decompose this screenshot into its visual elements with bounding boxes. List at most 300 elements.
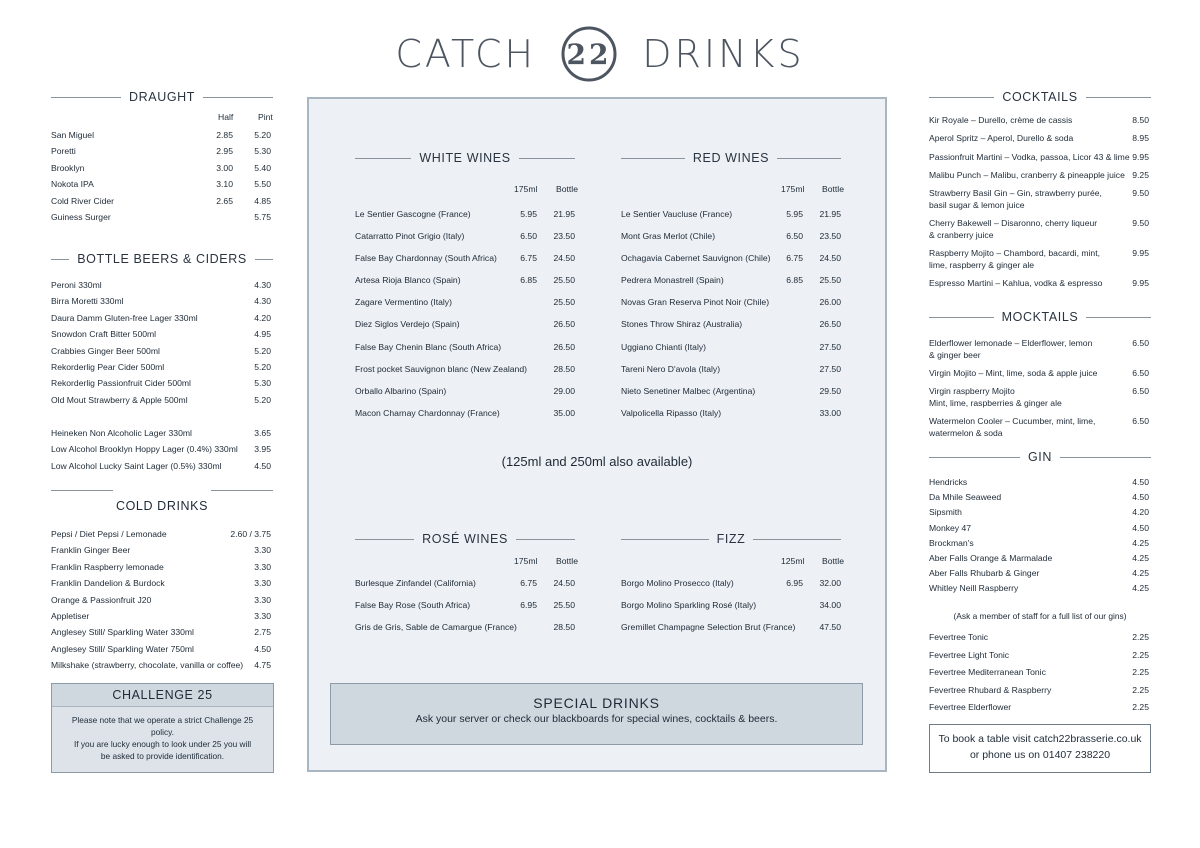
menu-row (51, 375, 273, 391)
menu-row (929, 384, 1151, 414)
bottles-header (51, 252, 273, 266)
challenge25-line: Please note that we operate a strict Challenge 25 policy. (71, 715, 254, 737)
item-name: Nokota IPA (51, 179, 94, 190)
menu-row (929, 216, 1151, 246)
menu-row (51, 608, 273, 624)
red-title: RED WINES (692, 151, 770, 165)
menu-row (51, 641, 273, 657)
item-name: Rekorderlig Pear Cider 500ml (51, 361, 165, 372)
item-description (929, 338, 1092, 361)
item-name: Uggiano Chianti (Italy) (621, 341, 707, 352)
bottles-title: BOTTLE BEERS & CIDERS (77, 252, 247, 266)
rose-col-175: 175ml (514, 556, 538, 566)
menu-row (51, 143, 273, 159)
item-price-large: 28.50 (553, 363, 575, 374)
challenge25-line: be asked to provide identification. (100, 751, 225, 761)
item-name: Gremillet Champagne Selection Brut (France) (621, 622, 796, 633)
item-price-large: 25.50 (553, 600, 575, 611)
tonic-list (929, 629, 1151, 717)
item-price-small: 5.95 (520, 209, 537, 219)
menu-row (929, 336, 1151, 366)
item-name: Catarratto Pinot Grigio (Italy) (355, 231, 465, 242)
menu-row (51, 160, 273, 176)
item-name: Nieto Senetiner Malbec (Argentina) (621, 385, 756, 396)
menu-row (929, 131, 1151, 149)
menu-row (621, 572, 843, 594)
item-name: San Miguel (51, 130, 94, 140)
item-name: Virgin raspberry Mojito (929, 386, 1015, 397)
item-description (929, 248, 1100, 271)
item-name: Frost pocket Sauvignon blanc (New Zealand) (355, 363, 527, 374)
booking-line: To book a table visit catch22brasserie.co.uk (938, 733, 1142, 745)
item-price-large: 26.50 (553, 341, 575, 352)
item-name: Franklin Ginger Beer (51, 545, 131, 556)
item-price-large: 4.85 (254, 195, 271, 206)
item-name: Espresso Martini – Kahlua, vodka & espresso (929, 278, 1103, 289)
item-price-large: 27.50 (819, 341, 841, 352)
menu-row (621, 616, 843, 638)
white-header (355, 151, 575, 165)
item-name: Elderflower lemonade – Elderflower, lemon (929, 338, 1093, 348)
draught-col-half: Half (218, 112, 234, 122)
item-description (929, 416, 1095, 439)
menu-row (929, 366, 1151, 384)
item-price-large: 24.50 (819, 253, 841, 264)
item-name: Borgo Molino Sparkling Rosé (Italy) (621, 600, 757, 611)
item-name: Franklin Dandelion & Burdock (51, 578, 165, 589)
item-description (929, 170, 1125, 182)
item-price-small: 5.95 (786, 209, 803, 219)
menu-row (355, 313, 577, 335)
menu-row (621, 358, 843, 380)
gin-title: GIN (1027, 450, 1053, 464)
item-price-large: 34.00 (819, 600, 841, 611)
item-price-small: 2.65 (216, 195, 233, 206)
item-price-large: 23.50 (553, 231, 575, 242)
item-price: 3.30 (254, 561, 271, 572)
item-description (929, 386, 1062, 409)
menu-row (51, 542, 273, 558)
item-description (929, 278, 1102, 290)
menu-row (929, 414, 1151, 444)
item-price-large: 25.50 (553, 297, 575, 308)
menu-row (929, 699, 1151, 717)
menu-row (621, 291, 843, 313)
fizz-title: FIZZ (716, 532, 746, 546)
red-col-bottle: Bottle (822, 184, 844, 194)
item-price-small: 6.85 (520, 275, 537, 286)
item-price: 9.25 (1132, 169, 1149, 180)
draught-title: DRAUGHT (129, 90, 196, 104)
item-name: Diez Siglos Verdejo (Spain) (355, 319, 460, 330)
menu-row (51, 127, 273, 143)
menu-row (929, 629, 1151, 647)
item-name: Le Sentier Vaucluse (France) (621, 209, 733, 219)
item-price: 3.30 (254, 594, 271, 605)
item-name: Valpolicella Ripasso (Italy) (621, 407, 722, 418)
item-name: Monkey 47 (929, 522, 972, 533)
special-drinks-box (330, 683, 863, 745)
menu-row (355, 358, 577, 380)
item-price-large: 24.50 (553, 578, 575, 588)
menu-row (621, 247, 843, 269)
item-detail: basil sugar & lemon juice (929, 199, 1025, 210)
rose-col-bottle: Bottle (556, 556, 578, 566)
white-list (355, 203, 577, 424)
menu-row (51, 592, 273, 608)
item-price: 2.75 (254, 627, 271, 638)
menu-row (929, 246, 1151, 276)
item-name: Raspberry Mojito – Chambord, bacardi, mint, (929, 248, 1100, 259)
item-name: Fevertree Mediterranean Tonic (929, 667, 1046, 678)
item-price: 9.95 (1132, 248, 1149, 259)
item-description (929, 115, 1072, 127)
challenge25-title: CHALLENGE 25 (52, 684, 273, 707)
item-name: False Bay Rose (South Africa) (355, 600, 471, 611)
item-price-small: 6.75 (520, 578, 537, 588)
item-price: 6.50 (1132, 416, 1149, 427)
item-name: Borgo Molino Prosecco (Italy) (621, 578, 734, 588)
item-price-large: 23.50 (819, 231, 841, 242)
menu-row (929, 551, 1151, 566)
item-price: 5.30 (254, 378, 271, 389)
item-name: Anglesey Still/ Sparkling Water 330ml (51, 627, 194, 638)
booking-line: or phone us on 01407 238220 (969, 748, 1111, 761)
item-price: 8.50 (1132, 115, 1149, 125)
item-name: Da Mhile Seaweed (929, 492, 1002, 503)
item-price-small: 6.75 (786, 253, 803, 264)
item-description (929, 368, 1097, 380)
item-price-small: 6.85 (786, 275, 803, 286)
rose-header (355, 532, 575, 546)
white-col-175: 175ml (514, 184, 538, 194)
item-price: 2.25 (1132, 649, 1149, 660)
draught-header (51, 90, 273, 104)
item-name: Fevertree Elderflower (929, 702, 1012, 713)
menu-row (51, 326, 273, 342)
menu-row (355, 402, 577, 424)
item-name: Rekorderlig Passionfruit Cider 500ml (51, 378, 191, 389)
cocktails-title: COCKTAILS (1002, 90, 1078, 104)
wine-panel (307, 97, 887, 772)
item-price: 6.50 (1132, 386, 1149, 397)
menu-row (621, 594, 843, 616)
item-price-small: 6.50 (786, 231, 803, 242)
menu-row (621, 203, 843, 225)
item-price: 8.95 (1132, 133, 1149, 144)
item-name: Pepsi / Diet Pepsi / Lemonade (51, 529, 167, 539)
cocktails-list (929, 113, 1151, 294)
brand-logo (0, 26, 1200, 82)
cold-list (51, 526, 273, 674)
item-name: Kir Royale – Durello, crème de cassis (929, 115, 1073, 125)
menu-row (51, 425, 273, 441)
item-price-large: 32.00 (819, 578, 841, 588)
item-name: Ochagavia Cabernet Sauvignon (Chile) (621, 253, 771, 264)
item-name: Sipsmith (929, 507, 962, 518)
also-available-note: (125ml and 250ml also available) (501, 454, 693, 469)
item-name: Milkshake (strawberry, chocolate, vanilla or coffee) (51, 660, 244, 671)
item-name: Tareni Nero D'avola (Italy) (621, 363, 721, 374)
item-name: Mont Gras Merlot (Chile) (621, 231, 716, 242)
mocktails-header (929, 310, 1151, 324)
red-header (621, 151, 841, 165)
menu-row (51, 343, 273, 359)
item-price-large: 21.95 (819, 209, 841, 219)
menu-row (355, 269, 577, 291)
menu-row (929, 521, 1151, 536)
bottles-list (51, 277, 273, 408)
item-name: False Bay Chenin Blanc (South Africa) (355, 341, 502, 352)
item-name: Guiness Surger (51, 211, 111, 222)
gin-header (929, 450, 1151, 464)
item-price: 4.75 (254, 660, 271, 671)
item-price-large: 25.50 (553, 275, 575, 286)
item-price: 3.30 (254, 610, 271, 621)
item-price-small: 6.95 (520, 600, 537, 611)
fizz-list (621, 572, 843, 638)
item-name: Watermelon Cooler – Cucumber, mint, lime, (929, 416, 1096, 427)
menu-row (929, 566, 1151, 581)
menu-row (929, 276, 1151, 294)
item-price-small: 2.85 (216, 130, 233, 140)
item-price: 4.95 (254, 329, 271, 340)
item-price: 2.25 (1132, 667, 1149, 678)
item-detail: lime, raspberry & ginger ale (929, 259, 1035, 270)
item-detail: & cranberry juice (929, 229, 994, 240)
item-price-large: 26.00 (819, 297, 841, 308)
item-price-large: 24.50 (553, 253, 575, 264)
menu-row (51, 441, 273, 457)
item-name: Low Alcohol Brooklyn Hoppy Lager (0.4%) 330ml (51, 444, 238, 455)
low-alcohol-list (51, 425, 273, 474)
item-name: Novas Gran Reserva Pinot Noir (Chile) (621, 297, 770, 308)
cold-title: COLD DRINKS (115, 499, 209, 513)
item-price-large: 5.75 (254, 211, 271, 222)
seal-number: 22 (566, 38, 612, 71)
item-name: Artesa Rioja Blanco (Spain) (355, 275, 461, 286)
item-name: Cherry Bakewell – Disaronno, cherry liqueur (929, 218, 1098, 229)
menu-row (929, 536, 1151, 551)
menu-row (929, 647, 1151, 665)
item-price: 2.25 (1132, 702, 1149, 713)
item-price-small: 3.00 (216, 162, 233, 173)
cocktails-header (929, 90, 1151, 104)
item-name: Brooklyn (51, 162, 85, 173)
brand-left: CATCH (395, 32, 537, 76)
menu-row (621, 313, 843, 335)
item-name: Zagare Vermentino (Italy) (355, 297, 452, 308)
menu-row (51, 526, 273, 542)
item-price-small: 3.10 (216, 179, 233, 190)
item-description (929, 218, 1097, 241)
item-price: 5.20 (254, 345, 271, 356)
item-price: 4.20 (254, 312, 271, 323)
item-name: Fevertree Tonic (929, 632, 989, 642)
special-subtitle: Ask your server or check our blackboards for special wines, cocktails & beers. (415, 713, 778, 725)
item-price-large: 21.95 (553, 209, 575, 219)
item-name: Anglesey Still/ Sparkling Water 750ml (51, 643, 194, 654)
item-price: 4.20 (1132, 507, 1149, 518)
menu-row (355, 247, 577, 269)
item-price-large: 27.50 (819, 363, 841, 374)
menu-row (355, 336, 577, 358)
item-description (929, 133, 1073, 145)
menu-row (51, 176, 273, 192)
item-price: 6.50 (1132, 338, 1149, 348)
item-price: 6.50 (1132, 368, 1149, 378)
fizz-col-bottle: Bottle (822, 556, 844, 566)
menu-row (51, 277, 273, 293)
item-price: 9.95 (1132, 151, 1149, 162)
menu-row (929, 581, 1151, 596)
menu-row (355, 594, 577, 616)
menu-row (621, 402, 843, 424)
brand-right: DRINKS (642, 32, 805, 76)
menu-row (51, 310, 273, 326)
item-name: Burlesque Zinfandel (California) (355, 578, 476, 588)
item-price: 9.50 (1132, 188, 1149, 199)
menu-row (355, 291, 577, 313)
item-name: Aber Falls Orange & Marmalade (929, 552, 1053, 563)
menu-row (929, 475, 1151, 490)
item-name: Fevertree Light Tonic (929, 649, 1010, 660)
item-price: 4.50 (254, 643, 271, 654)
item-price-large: 47.50 (819, 622, 841, 633)
item-name: Aber Falls Rhubarb & Ginger (929, 568, 1040, 579)
item-price: 4.25 (1132, 568, 1149, 579)
item-price-large: 26.50 (553, 319, 575, 330)
item-price: 9.50 (1132, 218, 1149, 229)
menu-row (51, 458, 273, 474)
item-name: Franklin Raspberry lemonade (51, 561, 164, 572)
item-price: 2.60 / 3.75 (230, 529, 271, 539)
rose-list (355, 572, 577, 638)
menu-row (621, 225, 843, 247)
special-title: SPECIAL DRINKS (533, 695, 660, 711)
menu-row (929, 682, 1151, 700)
menu-row (621, 336, 843, 358)
item-price-large: 5.50 (254, 179, 271, 190)
menu-row (51, 559, 273, 575)
item-price: 5.20 (254, 394, 271, 405)
challenge25-line: If you are lucky enough to look under 25 you will (73, 739, 252, 749)
item-name: Heineken Non Alcoholic Lager 330ml (51, 428, 192, 438)
item-name: Peroni 330ml (51, 280, 102, 290)
item-name: Macon Charnay Chardonnay (France) (355, 407, 500, 418)
item-price-large: 35.00 (553, 407, 575, 418)
item-description (929, 188, 1102, 211)
item-price: 3.30 (254, 545, 271, 556)
item-name: Low Alcohol Lucky Saint Lager (0.5%) 330ml (51, 460, 222, 471)
menu-row (355, 225, 577, 247)
item-name: Crabbies Ginger Beer 500ml (51, 345, 160, 356)
item-price-small: 6.95 (786, 578, 803, 588)
item-price: 3.30 (254, 578, 271, 589)
item-name: Brockman's (929, 537, 974, 548)
item-name: Malibu Punch – Malibu, cranberry & pineapple juice (929, 169, 1125, 180)
challenge25-box (51, 683, 274, 773)
catch22-seal-icon (561, 26, 617, 82)
menu-row (929, 490, 1151, 505)
item-name: Orballo Albarino (Spain) (355, 385, 447, 396)
item-name: Le Sentier Gascogne (France) (355, 209, 471, 219)
item-name: Virgin Mojito – Mint, lime, soda & apple juice (929, 368, 1098, 378)
item-price-large: 5.40 (254, 162, 271, 173)
gin-list (929, 475, 1151, 597)
menu-row (355, 572, 577, 594)
item-name: Orange & Passionfruit J20 (51, 594, 152, 605)
mocktails-title: MOCKTAILS (1001, 310, 1079, 324)
menu-row (51, 392, 273, 408)
item-price: 4.50 (1132, 492, 1149, 503)
item-name: Old Mout Strawberry & Apple 500ml (51, 394, 188, 405)
item-name: Poretti (51, 146, 76, 157)
item-price: 2.25 (1132, 684, 1149, 695)
gin-note: (Ask a member of staff for a full list of our gins) (953, 611, 1127, 621)
item-price-small: 6.50 (520, 231, 537, 242)
item-price-large: 29.00 (553, 385, 575, 396)
item-price-large: 25.50 (819, 275, 841, 286)
item-name: Daura Damm Gluten-free Lager 330ml (51, 312, 198, 323)
menu-row (51, 209, 273, 225)
item-price-large: 26.50 (819, 319, 841, 330)
item-name: Hendricks (929, 477, 968, 487)
item-name: False Bay Chardonnay (South Africa) (355, 253, 497, 264)
item-price-small: 6.75 (520, 253, 537, 264)
divider (51, 490, 113, 491)
menu-row (929, 505, 1151, 520)
item-price: 4.50 (1132, 522, 1149, 533)
item-price-large: 28.50 (553, 622, 575, 633)
item-name: Passionfruit Martini – Vodka, passoa, Licor 43 & lime (929, 151, 1130, 162)
menu-row (51, 575, 273, 591)
item-price: 4.25 (1132, 583, 1149, 594)
menu-row (51, 359, 273, 375)
menu-row (355, 203, 577, 225)
item-price-large: 5.30 (254, 146, 271, 157)
menu-row (929, 664, 1151, 682)
item-price-large: 29.50 (819, 385, 841, 396)
item-name: Snowdon Craft Bitter 500ml (51, 329, 157, 340)
item-name: Stones Throw Shiraz (Australia) (621, 319, 743, 330)
menu-row (929, 113, 1151, 131)
menu-row (929, 186, 1151, 216)
fizz-header (621, 532, 841, 546)
item-name: Fevertree Rhubard & Raspberry (929, 684, 1052, 695)
booking-box (929, 724, 1151, 773)
item-price: 4.50 (1132, 477, 1149, 487)
item-name: Aperol Spritz – Aperol, Durello & soda (929, 133, 1074, 144)
item-price: 4.50 (254, 460, 271, 471)
mocktails-list (929, 336, 1151, 444)
draught-col-pint: Pint (258, 112, 273, 122)
item-name: Cold River Cider (51, 195, 115, 206)
item-price-small: 2.95 (216, 146, 233, 157)
item-name: Whitley Neill Raspberry (929, 583, 1019, 594)
item-price-large: 5.20 (254, 130, 271, 140)
item-price: 3.95 (254, 444, 271, 455)
menu-row (621, 380, 843, 402)
item-detail: Mint, lime, raspberries & ginger ale (929, 397, 1062, 408)
item-detail: watermelon & soda (929, 427, 1003, 438)
item-description (929, 152, 1130, 164)
white-col-bottle: Bottle (556, 184, 578, 194)
divider (211, 490, 273, 491)
item-detail: & ginger beer (929, 349, 981, 360)
item-name: Gris de Gris, Sable de Camargue (France) (355, 622, 517, 633)
menu-row (929, 168, 1151, 186)
